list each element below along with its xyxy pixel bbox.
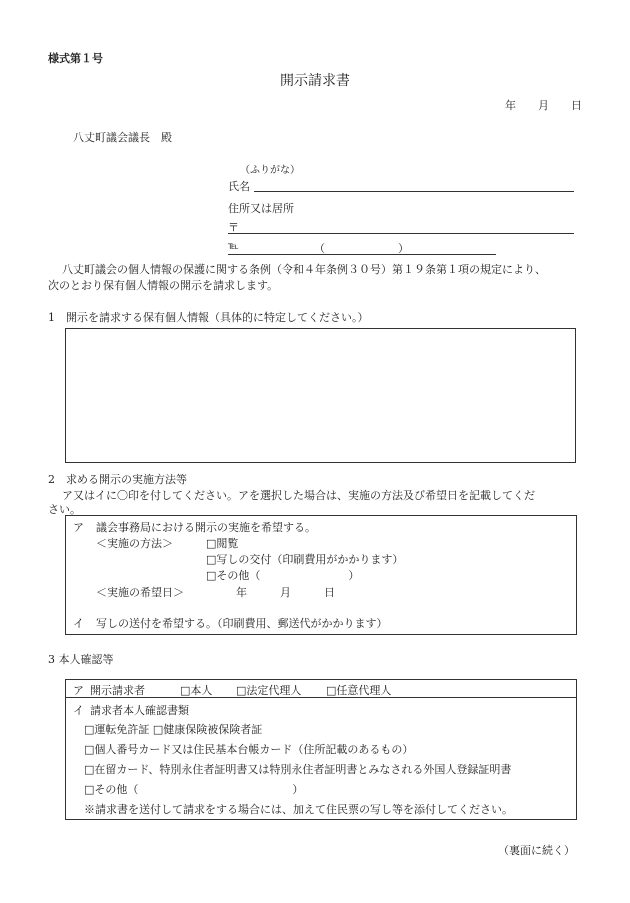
date-line: 年 月 日 [505, 99, 582, 112]
tel-field[interactable] [228, 254, 496, 255]
option-a-text: 議会事務局における開示の実施を希望する。 [96, 521, 316, 534]
option-a-mark[interactable]: ア [73, 521, 84, 534]
doc-mail-note: ※請求書を送付して請求をする場合には、加えて住民票の写し等を添付してください。 [84, 803, 513, 816]
address-label: 住所又は居所 [228, 202, 294, 215]
page-title: 開示請求書 [280, 73, 350, 89]
method-view-checkbox[interactable]: □閲覧 [206, 537, 239, 550]
option-i-text: 写しの送付を希望する。（印刷費用、郵送代がかかります） [96, 617, 388, 630]
row-a-label: 開示請求者 [90, 684, 145, 697]
option-i-mark[interactable]: イ [73, 617, 84, 630]
method-copy-checkbox[interactable]: □写しの交付（印刷費用がかかります） [206, 553, 404, 566]
row-i-mark: イ [73, 704, 84, 717]
date-label: ＜実施の希望日＞ [96, 586, 184, 599]
self-checkbox[interactable]: □本人 [180, 684, 213, 697]
doc-license-insurance[interactable]: □運転免許証 □健康保険被保険者証 [84, 723, 263, 736]
name-label: 氏名 [228, 180, 250, 193]
voluntary-agent-checkbox[interactable]: □任意代理人 [326, 684, 392, 697]
furigana-label: （ふりがな） [240, 165, 300, 176]
postal-mark: 〒 [228, 221, 239, 234]
section2-note-2: さい。 [48, 503, 81, 516]
address-field[interactable] [228, 233, 574, 234]
section2-heading: 2 求める開示の実施方法等 [48, 473, 187, 486]
doc-residence-card[interactable]: □在留カード、特別永住者証明書又は特別永住者証明書とみなされる外国人登録証明書 [84, 763, 512, 776]
doc-mynumber-card[interactable]: □個人番号カード又は住民基本台帳カード（住所記載のあるもの） [84, 743, 414, 756]
section3-heading: 3 本人確認等 [48, 653, 114, 666]
footer-note: （裏面に続く） [498, 844, 575, 857]
row-i-label: 請求者本人確認書類 [90, 704, 189, 717]
addressee: 八丈町議会議長 殿 [73, 131, 172, 144]
doc-other[interactable]: □その他（ ） [84, 783, 304, 796]
intro-line-2: 次のとおり保有個人情報の開示を請求します。 [48, 279, 279, 292]
name-field[interactable] [254, 191, 574, 192]
row-a-mark: ア [73, 684, 84, 697]
tel-paren-open: （ [314, 242, 325, 255]
section2-note-1: ア又はイに〇印を付してください。アを選択した場合は、実施の方法及び希望日を記載してくだ [62, 489, 535, 502]
method-label: ＜実施の方法＞ [96, 537, 173, 550]
section1-info-box[interactable] [65, 328, 576, 463]
tel-label: ℡ [228, 241, 239, 252]
method-other-checkbox[interactable]: □その他（ ） [206, 569, 360, 582]
section1-heading: 1 開示を請求する保有個人情報（具体的に特定してください。） [48, 311, 369, 324]
intro-line-1: 八丈町議会の個人情報の保護に関する条例（令和４年条例３０号）第１９条第１項の規定により、 [62, 263, 546, 276]
legal-agent-checkbox[interactable]: □法定代理人 [236, 684, 302, 697]
date-fields[interactable]: 年 月 日 [236, 586, 335, 599]
tel-paren-close: ） [398, 242, 409, 255]
form-number: 様式第１号 [48, 52, 103, 65]
